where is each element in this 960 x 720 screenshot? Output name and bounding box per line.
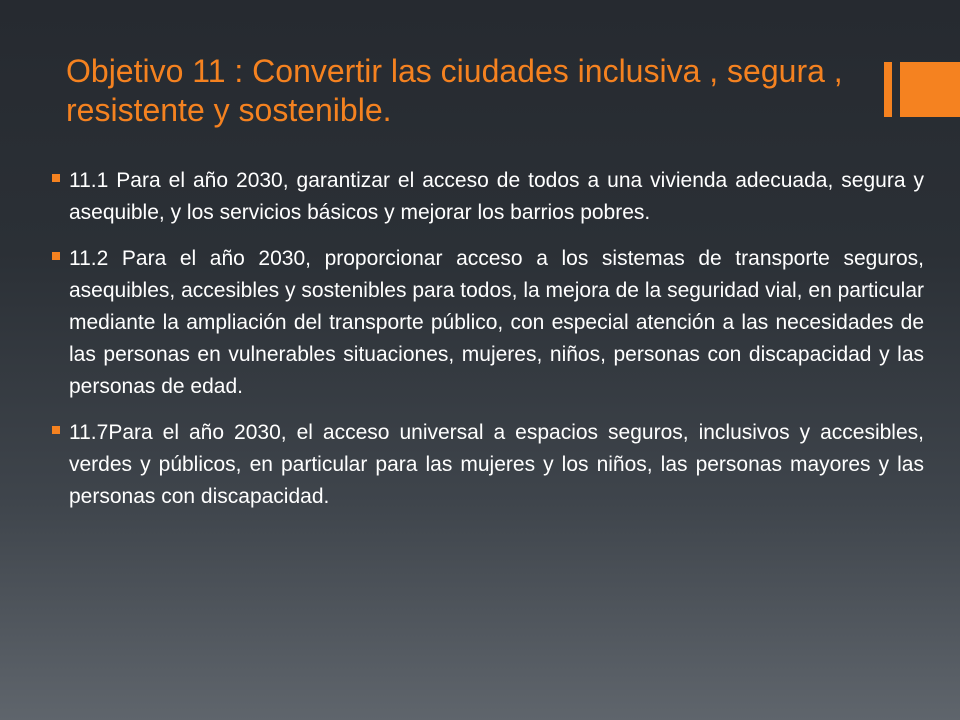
slide-title: Objetivo 11 : Convertir las ciudades inclusiva , segura , resistente y sostenible.	[66, 53, 843, 128]
bullet-item-11-1	[50, 165, 924, 229]
square-bullet-icon	[52, 252, 60, 260]
bullet-text: 11.2 Para el año 2030, proporcionar acceso a los sistemas de transporte seguros, asequibles, accesibles y sostenibles para todos, la mejora de la seguridad vial, en particular mediante la ampliación del transporte público, con especial atención a las necesidades de las personas en vulnerables situaciones, mujeres, niños, personas con discapacidad y las personas de edad.	[69, 247, 924, 398]
bullet-text: 11.1 Para el año 2030, garantizar el acceso de todos a una vivienda adecuada, segura y asequible, y los servicios básicos y mejorar los barrios pobres.	[69, 169, 924, 224]
bullet-text: 11.7Para el año 2030, el acceso universal a espacios seguros, inclusivos y accesibles, verdes y públicos, en particular para las mujeres y los niños, las personas mayores y las personas con discapacidad.	[69, 421, 924, 508]
accent-bar-thick	[900, 62, 960, 117]
square-bullet-icon	[52, 426, 60, 434]
accent-bar-thin	[884, 62, 892, 117]
bullet-item-11-7	[50, 417, 924, 513]
bullet-list	[50, 165, 924, 527]
square-bullet-icon	[52, 174, 60, 182]
bullet-item-11-2	[50, 243, 924, 403]
